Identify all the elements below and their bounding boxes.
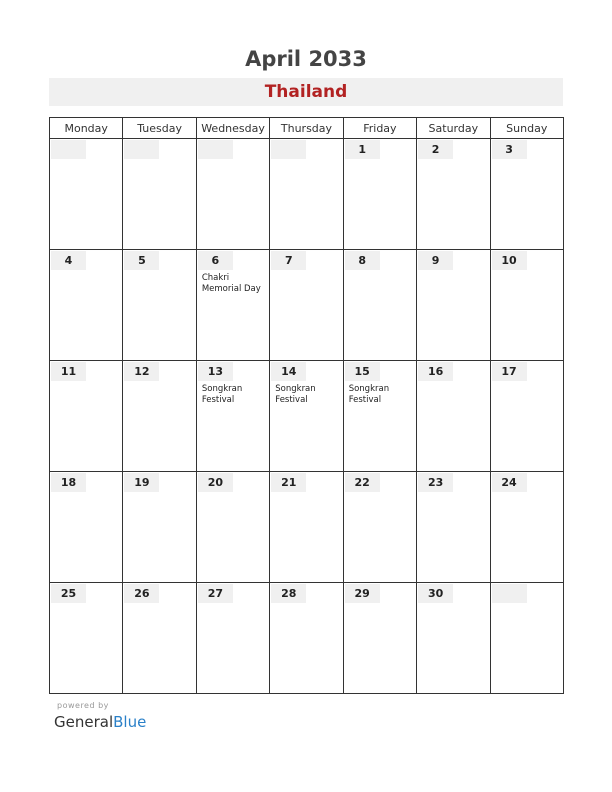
day-number: 27 xyxy=(198,584,233,603)
day-cell xyxy=(123,361,196,472)
holiday-label: Songkran Festival xyxy=(275,384,316,405)
day-cell xyxy=(343,139,416,250)
day-cell xyxy=(343,472,416,583)
day-cell xyxy=(196,583,269,694)
day-cell xyxy=(417,250,490,361)
day-number xyxy=(492,584,527,603)
day-cell xyxy=(490,361,563,472)
day-cell xyxy=(50,472,123,583)
brand-blue: Blue xyxy=(113,713,147,731)
day-number: 17 xyxy=(492,362,527,381)
day-cell xyxy=(343,583,416,694)
day-cell xyxy=(270,250,343,361)
day-cell xyxy=(50,583,123,694)
day-number: 12 xyxy=(124,362,159,381)
day-cell xyxy=(490,583,563,694)
day-number: 5 xyxy=(124,251,159,270)
day-cell xyxy=(417,583,490,694)
week-row xyxy=(50,361,564,472)
day-cell xyxy=(270,583,343,694)
day-number: 16 xyxy=(418,362,453,381)
day-cell xyxy=(123,250,196,361)
day-cell xyxy=(490,472,563,583)
weekday-header: Saturday xyxy=(417,118,490,139)
day-cell xyxy=(490,139,563,250)
day-cell xyxy=(417,472,490,583)
day-number: 13 xyxy=(198,362,233,381)
day-cell xyxy=(196,361,269,472)
day-number: 15 xyxy=(345,362,380,381)
day-cell xyxy=(417,139,490,250)
day-cell xyxy=(50,139,123,250)
day-cell xyxy=(343,250,416,361)
day-number xyxy=(124,140,159,159)
day-cell xyxy=(270,472,343,583)
day-cell xyxy=(196,139,269,250)
day-cell xyxy=(270,361,343,472)
holiday-label: Songkran Festival xyxy=(348,384,390,405)
day-cell xyxy=(343,361,416,472)
day-number: 18 xyxy=(51,473,86,492)
weekday-header: Thursday xyxy=(270,118,343,139)
week-row xyxy=(50,472,564,583)
day-cell xyxy=(123,583,196,694)
brand-general: General xyxy=(54,713,114,731)
day-number xyxy=(51,140,86,159)
day-number: 4 xyxy=(51,251,86,270)
generalblue-logo[interactable] xyxy=(54,713,146,731)
day-number: 26 xyxy=(124,584,159,603)
holiday-label: Songkran Festival xyxy=(201,384,243,405)
week-row xyxy=(50,250,564,361)
day-number: 28 xyxy=(271,584,306,603)
day-cell xyxy=(50,361,123,472)
day-number: 10 xyxy=(492,251,527,270)
day-number: 3 xyxy=(492,140,527,159)
day-number: 7 xyxy=(271,251,306,270)
day-cell xyxy=(417,361,490,472)
day-number: 29 xyxy=(345,584,380,603)
weekday-header: Wednesday xyxy=(196,118,269,139)
day-cell xyxy=(196,250,269,361)
weekday-header: Sunday xyxy=(490,118,563,139)
day-cell xyxy=(196,472,269,583)
weekday-header: Monday xyxy=(50,118,123,139)
day-number: 25 xyxy=(51,584,86,603)
day-number: 30 xyxy=(418,584,453,603)
day-cell xyxy=(123,139,196,250)
day-cell xyxy=(50,250,123,361)
weekday-header-row xyxy=(50,118,564,139)
day-number: 14 xyxy=(271,362,306,381)
powered-by-label: powered by xyxy=(57,701,109,710)
week-row xyxy=(50,139,564,250)
day-cell xyxy=(270,139,343,250)
day-number: 2 xyxy=(418,140,453,159)
day-number: 20 xyxy=(198,473,233,492)
day-number: 6 xyxy=(198,251,233,270)
day-number: 24 xyxy=(492,473,527,492)
day-number xyxy=(198,140,233,159)
day-number: 22 xyxy=(345,473,380,492)
week-row xyxy=(50,583,564,694)
day-number: 1 xyxy=(345,140,380,159)
calendar-grid xyxy=(49,117,564,694)
holiday-label: Chakri Memorial Day xyxy=(201,273,261,294)
country-banner xyxy=(49,78,563,106)
day-number: 23 xyxy=(418,473,453,492)
day-number xyxy=(271,140,306,159)
day-number: 19 xyxy=(124,473,159,492)
day-number: 21 xyxy=(271,473,306,492)
weekday-header: Tuesday xyxy=(123,118,196,139)
day-cell xyxy=(123,472,196,583)
day-cell xyxy=(490,250,563,361)
day-number: 9 xyxy=(418,251,453,270)
calendar-title: April 2033 xyxy=(245,47,367,71)
country-name: Thailand xyxy=(264,82,348,102)
day-number: 11 xyxy=(51,362,86,381)
day-number: 8 xyxy=(345,251,380,270)
weekday-header: Friday xyxy=(343,118,416,139)
